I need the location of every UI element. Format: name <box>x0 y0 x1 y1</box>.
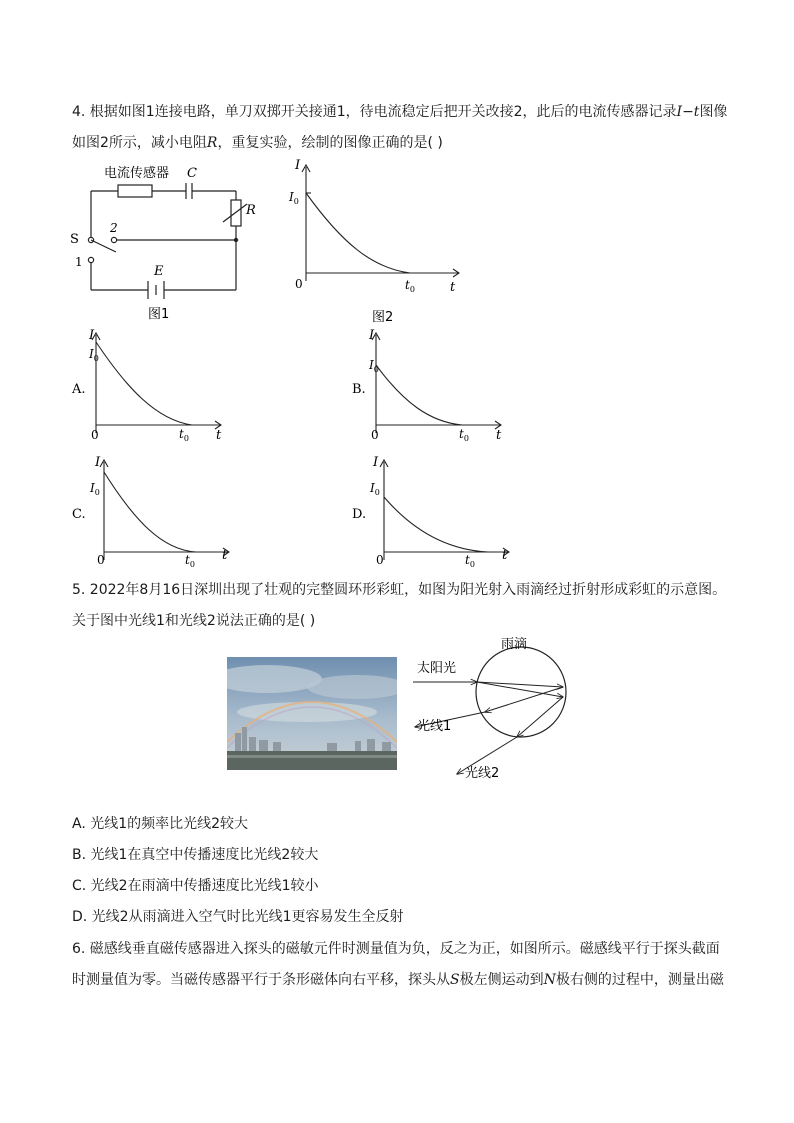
option-b-curve <box>376 365 462 425</box>
t-axis-label: t <box>502 548 508 563</box>
i-axis-label: I <box>373 455 379 470</box>
ray-1-label: 光线1 <box>417 719 452 734</box>
i-axis-label: I <box>89 328 95 343</box>
origin-label: 0 <box>376 553 384 567</box>
q4-line1 <box>72 102 727 122</box>
pole-n: N <box>543 972 556 988</box>
q6-line2 <box>72 970 724 990</box>
option-a-graph <box>68 325 238 447</box>
q6-text: 极右侧的过程中，测量出磁 <box>555 972 724 988</box>
capacitor-label: C <box>187 166 197 181</box>
battery-label: E <box>154 264 164 279</box>
q4-text: 图像 <box>699 104 728 120</box>
q4-text: ，重复实验，绘制的图像正确的是( ) <box>217 135 443 151</box>
i0-label: $I_0$ <box>289 190 299 206</box>
q5-line1: 5. 2022年8月16日深圳出现了壮观的完整圆环形彩虹，如图为阳光射入雨滴经过折射形成彩虹的示意图。 <box>72 582 727 598</box>
t0-label: $t_0$ <box>465 553 475 569</box>
q5-option-a: A. 光线1的频率比光线2较大 <box>72 816 249 832</box>
rainbow-photo <box>227 657 397 770</box>
var-r: R <box>206 135 218 151</box>
option-b-letter: B. <box>352 382 366 397</box>
q4-text: 如图2所示，减小电阻 <box>72 135 207 151</box>
circuit-figure-1 <box>66 160 256 325</box>
option-d-letter: D. <box>352 507 367 522</box>
ray-2-label: 光线2 <box>465 766 500 781</box>
t0-label: $t_0$ <box>405 278 415 294</box>
origin-label: 0 <box>295 277 303 291</box>
origin-label: 0 <box>97 553 105 567</box>
i-axis-label: I <box>295 158 301 173</box>
i-axis-label: I <box>95 455 101 470</box>
raindrop-diagram <box>405 632 595 787</box>
resistor-label: R <box>246 203 256 218</box>
q6-line1: 6. 磁感线垂直磁传感器进入探头的磁敏元件时测量值为负，反之为正，如图所示。磁感线平行于探头截面 <box>72 941 720 957</box>
sunlight-label: 太阳光 <box>417 661 457 676</box>
minus: − <box>682 104 694 120</box>
figure-2-caption: 图2 <box>372 310 394 325</box>
contact-1-label: 1 <box>75 255 83 269</box>
q5-option-c: C. 光线2在雨滴中传播速度比光线1较小 <box>72 878 319 894</box>
origin-label: 0 <box>91 428 99 442</box>
option-c-letter: C. <box>72 507 86 522</box>
raindrop-circle <box>476 647 566 737</box>
q5-option-b: B. 光线1在真空中传播速度比光线2较大 <box>72 847 319 863</box>
contact-1 <box>88 257 93 262</box>
t-axis-label: t <box>496 428 502 443</box>
t-axis-label: t <box>222 548 228 563</box>
origin-label: 0 <box>371 428 379 442</box>
var-t: t <box>693 104 700 120</box>
q5-option-d: D. 光线2从雨滴进入空气时比光线1更容易发生全反射 <box>72 909 404 925</box>
current-sensor <box>118 185 152 197</box>
sensor-label: 电流传感器 <box>104 166 170 181</box>
figure-1-caption: 图1 <box>148 307 170 322</box>
i0-label: $I_0$ <box>90 481 100 497</box>
q4-line2 <box>72 133 443 153</box>
t-axis-label: t <box>450 280 456 295</box>
option-c-graph <box>68 452 238 574</box>
raindrop-label: 雨滴 <box>501 637 528 652</box>
option-d-graph <box>348 452 518 574</box>
contact-2 <box>111 237 116 242</box>
pole-s: S <box>450 972 460 988</box>
t0-label: $t_0$ <box>459 427 469 443</box>
switch-label: S <box>70 232 79 247</box>
q4-text: 4. 根据如图1连接电路，单刀双掷开关接通1，待电流稳定后把开关改接2，此后的电流传感器记录 <box>72 104 677 120</box>
option-b-graph <box>348 325 518 447</box>
i0-label: $I_0$ <box>369 358 379 374</box>
it-graph-figure-2 <box>282 155 472 325</box>
junction-dot <box>234 238 238 242</box>
var-i: I <box>676 104 683 120</box>
t0-label: $t_0$ <box>185 553 195 569</box>
decay-curve <box>306 193 410 273</box>
q5-line2: 关于图中光线1和光线2说法正确的是( ) <box>72 613 316 629</box>
contact-2-label: 2 <box>110 221 118 235</box>
i-axis-label: I <box>369 328 375 343</box>
q6-text: 时测量值为零。当磁传感器平行于条形磁体向右平移，探头从 <box>72 972 450 988</box>
i0-label: $I_0$ <box>370 481 380 497</box>
t-axis-label: t <box>216 428 222 443</box>
option-c-curve <box>104 472 196 552</box>
option-a-letter: A. <box>72 382 86 397</box>
q6-text: 极左侧运动到 <box>459 972 544 988</box>
option-a-curve <box>96 342 192 425</box>
option-d-curve <box>384 497 488 552</box>
t0-label: $t_0$ <box>179 427 189 443</box>
i0-label: $I_0$ <box>89 347 99 363</box>
